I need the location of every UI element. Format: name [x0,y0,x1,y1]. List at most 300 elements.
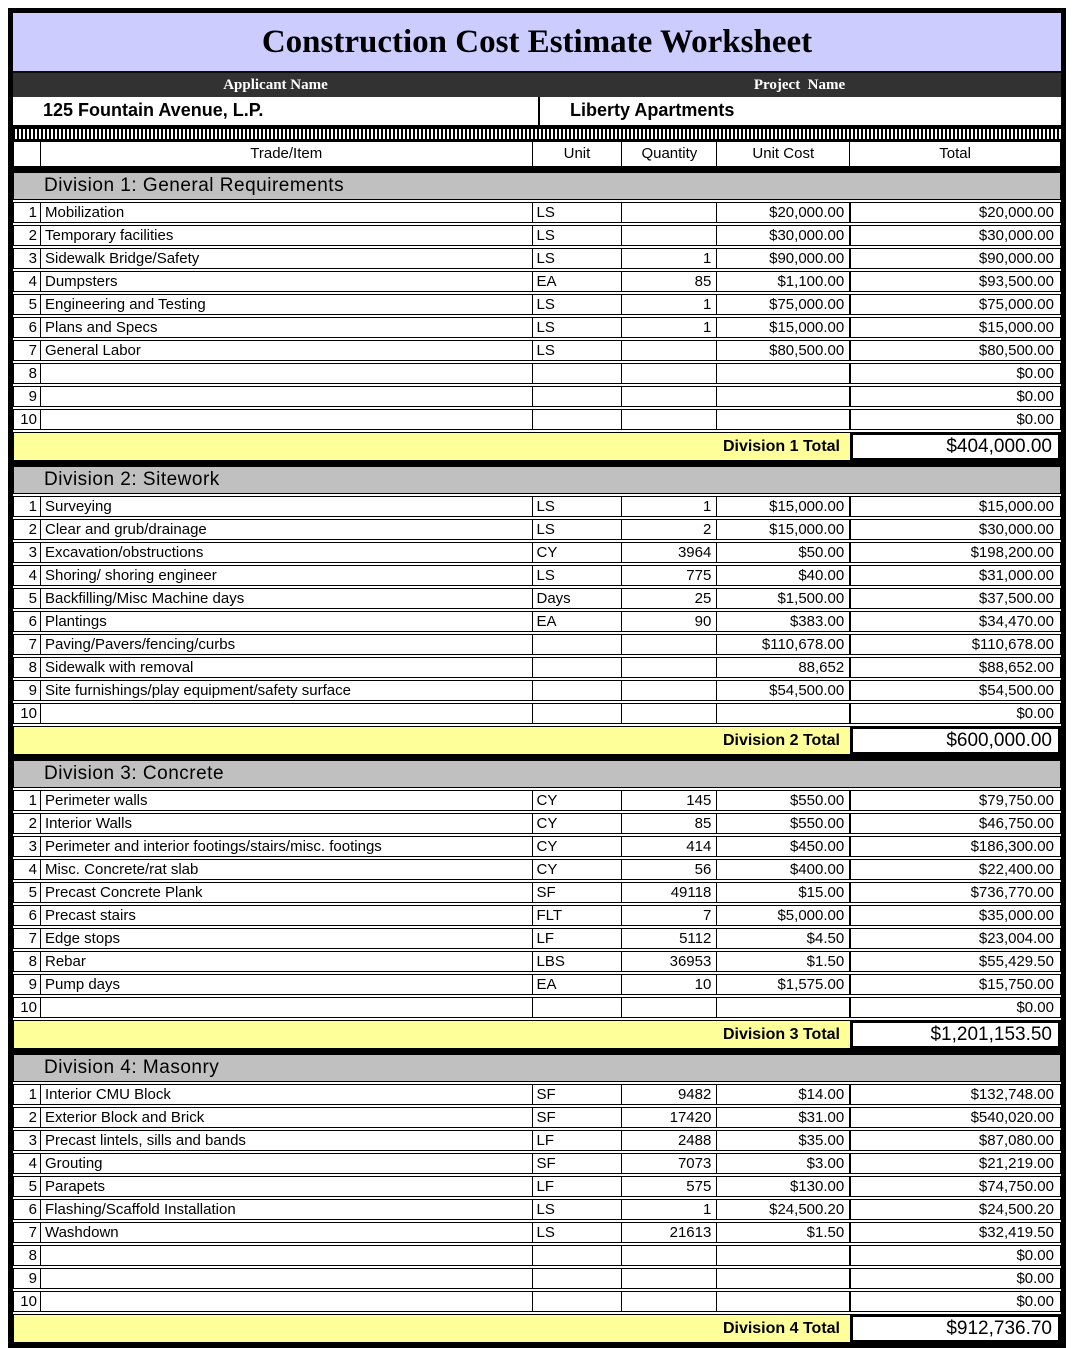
unit-cost: $24,500.20 [716,1199,850,1220]
row-number: 9 [13,386,41,407]
item-name: Parapets [40,1176,533,1197]
item-name: Precast stairs [40,905,533,926]
table-row [13,542,1061,563]
row-total: $80,500.00 [849,340,1061,361]
quantity: 85 [621,271,717,292]
unit: LF [532,1130,623,1151]
row-number: 4 [13,565,41,586]
unit-cost [716,1291,850,1312]
row-number: 3 [13,836,41,857]
table-row [13,1291,1061,1312]
name-values-row [13,97,1061,127]
item-name [40,997,533,1018]
unit [532,634,623,655]
division-header: Division 1: General Requirements [13,172,1061,200]
table-row [13,882,1061,903]
unit-cost: $400.00 [716,859,850,880]
quantity: 21613 [621,1222,717,1243]
unit: LF [532,928,623,949]
unit: LS [532,565,623,586]
table-row [13,974,1061,995]
unit: SF [532,882,623,903]
unit-cost: $40.00 [716,565,850,586]
table-row [13,813,1061,834]
table-row [13,951,1061,972]
row-total: $0.00 [849,363,1061,384]
unit-cost [716,409,850,430]
division-section [13,760,1061,1049]
applicant-name-label: Applicant Name [223,77,328,93]
item-name: Plantings [40,611,533,632]
row-total: $186,300.00 [849,836,1061,857]
row-number: 7 [13,928,41,949]
quantity: 7073 [621,1153,717,1174]
divisions-container [13,167,1061,1343]
table-row [13,248,1061,269]
item-name [40,386,533,407]
division-section [13,466,1061,755]
unit: SF [532,1084,623,1105]
unit-cost: $1,575.00 [716,974,850,995]
table-row [13,294,1061,315]
item-name: Interior CMU Block [40,1084,533,1105]
row-number: 8 [13,363,41,384]
item-name: Misc. Concrete/rat slab [40,859,533,880]
table-row [13,588,1061,609]
quantity: 36953 [621,951,717,972]
unit-cost [716,997,850,1018]
quantity: 49118 [621,882,717,903]
division-header: Division 3: Concrete [13,760,1061,788]
table-row [13,1084,1061,1105]
row-total: $37,500.00 [849,588,1061,609]
division-header: Division 4: Masonry [13,1054,1061,1082]
row-number: 9 [13,1268,41,1289]
table-row [13,519,1061,540]
row-number: 8 [13,1245,41,1266]
unit-cost: $35.00 [716,1130,850,1151]
unit-cost: $14.00 [716,1084,850,1105]
row-total: $0.00 [849,1291,1061,1312]
row-number: 2 [13,813,41,834]
division-section [13,1054,1061,1343]
unit [532,409,623,430]
item-name: Precast lintels, sills and bands [40,1130,533,1151]
table-row [13,1268,1061,1289]
column-header-row [13,141,1061,167]
division-total-value: $600,000.00 [850,726,1061,755]
col-quantity: Quantity [621,141,717,167]
row-number: 10 [13,409,41,430]
unit: LS [532,519,623,540]
quantity: 1 [621,317,717,338]
table-row [13,997,1061,1018]
unit: LS [532,340,623,361]
row-total: $198,200.00 [849,542,1061,563]
row-total: $74,750.00 [849,1176,1061,1197]
item-name: Sidewalk Bridge/Safety [40,248,533,269]
unit [532,680,623,701]
item-name: Perimeter and interior footings/stairs/misc. footings [40,836,533,857]
unit: EA [532,611,623,632]
row-total: $0.00 [849,1245,1061,1266]
row-number: 3 [13,248,41,269]
unit-cost [716,363,850,384]
table-row [13,1176,1061,1197]
unit: CY [532,542,623,563]
row-total: $30,000.00 [849,225,1061,246]
unit-cost: $1,500.00 [716,588,850,609]
row-number: 8 [13,951,41,972]
unit: LS [532,317,623,338]
unit-cost [716,703,850,724]
col-total: Total [849,141,1061,167]
row-number: 4 [13,1153,41,1174]
unit-cost: $31.00 [716,1107,850,1128]
unit-cost: $54,500.00 [716,680,850,701]
item-name: Rebar [40,951,533,972]
row-total: $35,000.00 [849,905,1061,926]
row-total: $93,500.00 [849,271,1061,292]
quantity [621,1245,717,1266]
table-row [13,859,1061,880]
row-number: 1 [13,1084,41,1105]
unit-cost: $550.00 [716,813,850,834]
row-number: 8 [13,657,41,678]
row-total: $0.00 [849,997,1061,1018]
row-total: $0.00 [849,386,1061,407]
division-section [13,172,1061,461]
item-name: Clear and grub/drainage [40,519,533,540]
item-name: Edge stops [40,928,533,949]
division-total-row [13,432,1061,461]
row-total: $0.00 [849,703,1061,724]
unit: LS [532,225,623,246]
row-total: $55,429.50 [849,951,1061,972]
row-number: 6 [13,905,41,926]
page-title: Construction Cost Estimate Worksheet [13,13,1061,73]
row-number: 5 [13,882,41,903]
quantity [621,386,717,407]
unit [532,1291,623,1312]
row-total: $23,004.00 [849,928,1061,949]
row-number: 4 [13,271,41,292]
table-row [13,1130,1061,1151]
row-number: 1 [13,496,41,517]
unit [532,386,623,407]
item-name [40,1291,533,1312]
division-total-label: Division 1 Total [13,432,851,461]
unit-cost: $90,000.00 [716,248,850,269]
unit-cost: $75,000.00 [716,294,850,315]
row-total: $31,000.00 [849,565,1061,586]
project-name-value: Liberty Apartments [538,97,1061,125]
quantity: 5112 [621,928,717,949]
item-name: Temporary facilities [40,225,533,246]
unit: CY [532,859,623,880]
quantity: 90 [621,611,717,632]
quantity: 1 [621,1199,717,1220]
item-name: Exterior Block and Brick [40,1107,533,1128]
table-row [13,657,1061,678]
row-total: $0.00 [849,1268,1061,1289]
unit [532,1245,623,1266]
unit-cost: $1.50 [716,1222,850,1243]
unit: LS [532,1222,623,1243]
table-row [13,1245,1061,1266]
unit-cost: $3.00 [716,1153,850,1174]
row-number: 1 [13,790,41,811]
quantity: 1 [621,294,717,315]
unit [532,997,623,1018]
row-total: $15,000.00 [849,496,1061,517]
quantity [621,1291,717,1312]
row-total: $75,000.00 [849,294,1061,315]
quantity [621,225,717,246]
unit [532,363,623,384]
quantity: 56 [621,859,717,880]
quantity: 25 [621,588,717,609]
item-name [40,363,533,384]
row-number: 6 [13,1199,41,1220]
unit-cost: $5,000.00 [716,905,850,926]
division-total-value: $404,000.00 [850,432,1061,461]
item-name: Surveying [40,496,533,517]
table-row [13,317,1061,338]
unit: EA [532,974,623,995]
quantity: 17420 [621,1107,717,1128]
table-row [13,409,1061,430]
row-number: 5 [13,1176,41,1197]
row-number: 4 [13,859,41,880]
item-name: Site furnishings/play equipment/safety surface [40,680,533,701]
unit-cost: $550.00 [716,790,850,811]
unit-cost: $15,000.00 [716,519,850,540]
item-name: Washdown [40,1222,533,1243]
row-number: 6 [13,611,41,632]
table-row [13,202,1061,223]
item-name [40,1268,533,1289]
unit-cost: $15,000.00 [716,496,850,517]
col-unit: Unit [532,141,623,167]
quantity [621,703,717,724]
row-total: $540,020.00 [849,1107,1061,1128]
quantity [621,340,717,361]
row-number: 7 [13,1222,41,1243]
unit-cost [716,386,850,407]
row-total: $46,750.00 [849,813,1061,834]
table-row [13,611,1061,632]
quantity: 1 [621,496,717,517]
unit [532,657,623,678]
table-row [13,1153,1061,1174]
table-row [13,790,1061,811]
unit-cost: $450.00 [716,836,850,857]
table-row [13,496,1061,517]
quantity: 414 [621,836,717,857]
item-name: Interior Walls [40,813,533,834]
quantity [621,409,717,430]
table-row [13,1222,1061,1243]
row-number: 3 [13,1130,41,1151]
row-total: $87,080.00 [849,1130,1061,1151]
unit-cost [716,1245,850,1266]
unit: LS [532,294,623,315]
unit-cost: $383.00 [716,611,850,632]
row-total: $15,750.00 [849,974,1061,995]
row-total: $79,750.00 [849,790,1061,811]
quantity: 10 [621,974,717,995]
name-labels-bar [13,73,1061,97]
row-number: 6 [13,317,41,338]
worksheet-frame [8,8,1066,1348]
row-total: $15,000.00 [849,317,1061,338]
quantity [621,634,717,655]
table-row [13,836,1061,857]
item-name: Precast Concrete Plank [40,882,533,903]
unit-cost: $130.00 [716,1176,850,1197]
unit-cost: $1,100.00 [716,271,850,292]
unit: LS [532,202,623,223]
row-total: $110,678.00 [849,634,1061,655]
corner-cell [13,141,41,167]
row-total: $22,400.00 [849,859,1061,880]
quantity: 775 [621,565,717,586]
division-total-label: Division 4 Total [13,1314,851,1343]
quantity: 85 [621,813,717,834]
row-total: $30,000.00 [849,519,1061,540]
table-row [13,271,1061,292]
table-row [13,1107,1061,1128]
unit-cost: $20,000.00 [716,202,850,223]
unit: FLT [532,905,623,926]
item-name: Dumpsters [40,271,533,292]
quantity: 575 [621,1176,717,1197]
unit-cost: $80,500.00 [716,340,850,361]
quantity: 2488 [621,1130,717,1151]
item-name: Pump days [40,974,533,995]
table-row [13,340,1061,361]
row-number: 2 [13,519,41,540]
unit: LBS [532,951,623,972]
item-name: Sidewalk with removal [40,657,533,678]
division-total-label: Division 3 Total [13,1020,851,1049]
unit-cost: $4.50 [716,928,850,949]
quantity: 9482 [621,1084,717,1105]
item-name: Mobilization [40,202,533,223]
row-number: 3 [13,542,41,563]
row-number: 7 [13,340,41,361]
quantity [621,680,717,701]
row-total: $20,000.00 [849,202,1061,223]
quantity: 145 [621,790,717,811]
table-row [13,225,1061,246]
unit: Days [532,588,623,609]
row-number: 5 [13,588,41,609]
quantity: 7 [621,905,717,926]
col-unit-cost: Unit Cost [716,141,850,167]
division-header: Division 2: Sitework [13,466,1061,494]
item-name: Shoring/ shoring engineer [40,565,533,586]
row-total: $88,652.00 [849,657,1061,678]
row-number: 10 [13,997,41,1018]
row-total: $736,770.00 [849,882,1061,903]
unit: LS [532,248,623,269]
row-total: $90,000.00 [849,248,1061,269]
unit-cost: $30,000.00 [716,225,850,246]
unit [532,703,623,724]
quantity: 3964 [621,542,717,563]
unit-cost: $110,678.00 [716,634,850,655]
item-name: Backfilling/Misc Machine days [40,588,533,609]
row-total: $34,470.00 [849,611,1061,632]
quantity [621,363,717,384]
item-name: Plans and Specs [40,317,533,338]
quantity [621,657,717,678]
table-row [13,680,1061,701]
item-name [40,703,533,724]
item-name: Perimeter walls [40,790,533,811]
quantity: 2 [621,519,717,540]
row-number: 2 [13,225,41,246]
project-name-label: Project Name [753,77,846,93]
table-row [13,905,1061,926]
unit-cost [716,1268,850,1289]
row-number: 10 [13,1291,41,1312]
row-total: $54,500.00 [849,680,1061,701]
division-total-value: $1,201,153.50 [850,1020,1061,1049]
unit-cost: $15,000.00 [716,317,850,338]
item-name [40,1245,533,1266]
item-name: Excavation/obstructions [40,542,533,563]
quantity [621,997,717,1018]
unit-cost: $1.50 [716,951,850,972]
item-name: Paving/Pavers/fencing/curbs [40,634,533,655]
unit: LF [532,1176,623,1197]
division-total-row [13,726,1061,755]
table-row [13,565,1061,586]
unit-cost: $15.00 [716,882,850,903]
applicant-name-value: 125 Fountain Avenue, L.P. [43,100,264,120]
row-number: 10 [13,703,41,724]
table-row [13,703,1061,724]
row-number: 1 [13,202,41,223]
row-number: 7 [13,634,41,655]
col-trade-item: Trade/Item [40,141,533,167]
item-name: Engineering and Testing [40,294,533,315]
item-name: General Labor [40,340,533,361]
table-row [13,1199,1061,1220]
unit: CY [532,790,623,811]
unit: LS [532,496,623,517]
row-number: 9 [13,680,41,701]
unit: EA [532,271,623,292]
row-total: $0.00 [849,409,1061,430]
unit: SF [532,1153,623,1174]
division-total-label: Division 2 Total [13,726,851,755]
unit [532,1268,623,1289]
division-total-value: $912,736.70 [850,1314,1061,1343]
row-number: 2 [13,1107,41,1128]
row-number: 5 [13,294,41,315]
division-total-row [13,1314,1061,1343]
unit: LS [532,1199,623,1220]
division-total-row [13,1020,1061,1049]
table-row [13,634,1061,655]
unit: CY [532,836,623,857]
row-total: $32,419.50 [849,1222,1061,1243]
item-name: Grouting [40,1153,533,1174]
